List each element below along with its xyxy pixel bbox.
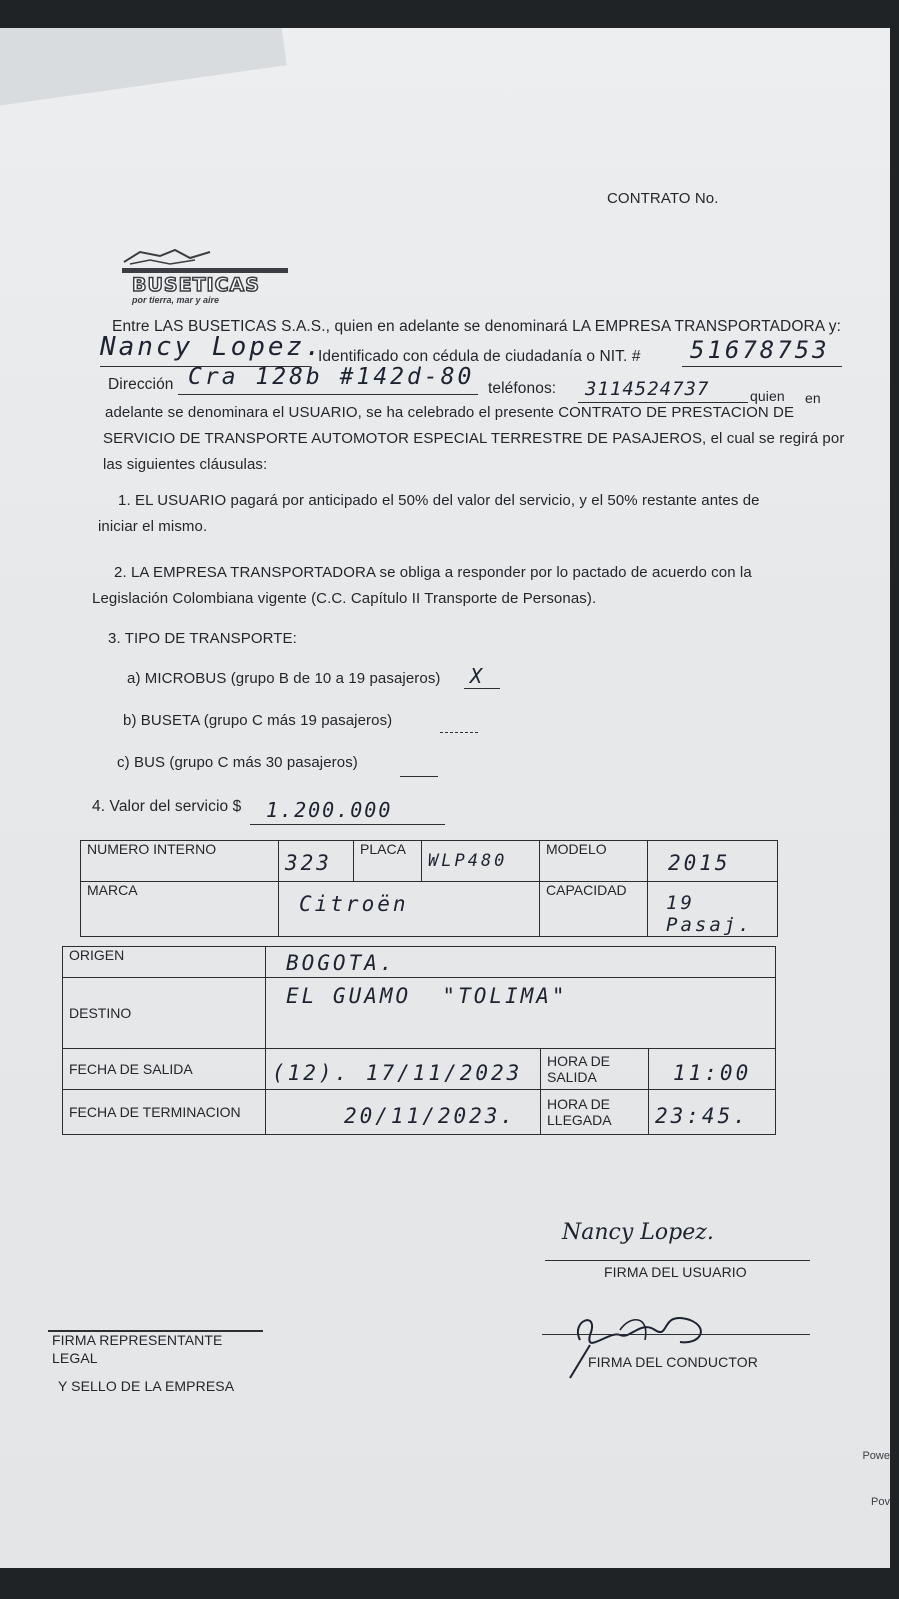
contract-paper bbox=[0, 28, 890, 1568]
buseta-line bbox=[440, 732, 478, 733]
origen-label: ORIGEN bbox=[63, 947, 266, 978]
address-line bbox=[178, 394, 478, 395]
quien-text: quien bbox=[750, 388, 785, 404]
hora-llegada-label: HORA DE LLEGADA bbox=[541, 1090, 649, 1135]
fecha-salida-label: FECHA DE SALIDA bbox=[63, 1049, 266, 1090]
driver-signature-line bbox=[542, 1334, 810, 1335]
service-value-line bbox=[250, 824, 445, 825]
representative-label-1: FIRMA REPRESENTANTE bbox=[52, 1332, 223, 1348]
option-bus: c) BUS (grupo C más 30 pasajeros) bbox=[117, 754, 358, 771]
address-label: Dirección bbox=[108, 376, 174, 393]
intro-line-6: las siguientes cláusulas: bbox=[103, 456, 268, 473]
clause-2-line-1: 2. LA EMPRESA TRANSPORTADORA se obliga a responder por lo pactado de acuerdo con la bbox=[114, 564, 752, 581]
clause-3-heading: 3. TIPO DE TRANSPORTE: bbox=[108, 630, 297, 647]
microbus-line bbox=[464, 688, 500, 689]
clause-1-line-1: 1. EL USUARIO pagará por anticipado el 50% del valor del servicio, y el 50% restante antes de bbox=[118, 492, 760, 509]
numero-interno-value: 323 bbox=[279, 841, 354, 882]
contract-number-label: CONTRATO No. bbox=[607, 190, 719, 207]
id-number-line bbox=[682, 366, 842, 367]
buseticas-logo bbox=[120, 246, 290, 306]
phones-label: teléfonos: bbox=[488, 380, 557, 397]
user-signature-label: FIRMA DEL USUARIO bbox=[604, 1264, 747, 1280]
en-text: en bbox=[805, 390, 821, 406]
destino-value: EL GUAMO "TOLIMA" bbox=[266, 978, 776, 1049]
representative-label-2: LEGAL bbox=[52, 1350, 98, 1366]
id-number-handwritten: 51678753 bbox=[690, 336, 830, 364]
intro-line-5: SERVICIO DE TRANSPORTE AUTOMOTOR ESPECIAL TERRESTRE DE PASAJEROS, el cual se regirá por bbox=[103, 430, 845, 447]
phone-line bbox=[578, 402, 748, 403]
trip-table bbox=[62, 946, 776, 1135]
placa-label: PLACA bbox=[354, 841, 422, 882]
marca-label: MARCA bbox=[81, 882, 279, 937]
driver-signature-label: FIRMA DEL CONDUCTOR bbox=[588, 1354, 758, 1370]
bus-line bbox=[400, 776, 438, 777]
hora-salida-value: 11:00 bbox=[649, 1049, 776, 1090]
clause-2-line-2: Legislación Colombiana vigente (C.C. Capítulo II Transporte de Personas). bbox=[92, 590, 597, 607]
clause-1-line-2: iniciar el mismo. bbox=[98, 518, 208, 535]
option-microbus: a) MICROBUS (grupo B de 10 a 19 pasajeros) bbox=[127, 670, 441, 687]
origen-value: BOGOTA. bbox=[266, 947, 776, 978]
option-buseta: b) BUSETA (grupo C más 19 pasajeros) bbox=[123, 712, 393, 729]
fecha-salida-value: (12). 17/11/2023 bbox=[266, 1049, 541, 1090]
vehicle-table bbox=[80, 840, 778, 937]
id-text: Identificado con cédula de ciudadanía o NIT. # bbox=[318, 348, 641, 365]
destino-label: DESTINO bbox=[63, 978, 266, 1049]
capacidad-label: CAPACIDAD bbox=[540, 882, 648, 937]
representative-label-3: Y SELLO DE LA EMPRESA bbox=[58, 1378, 235, 1394]
numero-interno-label: NUMERO INTERNO bbox=[81, 841, 279, 882]
fecha-terminacion-label: FECHA DE TERMINACION bbox=[63, 1090, 266, 1135]
edge-text-1: Powe bbox=[862, 1450, 890, 1462]
hora-salida-label: HORA DE SALIDA bbox=[541, 1049, 649, 1090]
fecha-terminacion-value: 20/11/2023. bbox=[266, 1090, 541, 1135]
user-signature-line bbox=[545, 1260, 810, 1261]
logo-wordmark: BUSETICAS bbox=[132, 274, 260, 296]
intro-line-4: adelante se denominara el USUARIO, se ha celebrado el presente CONTRATO DE PRESTACION DE bbox=[105, 404, 795, 421]
logo-tagline: por tierra, mar y aire bbox=[132, 295, 220, 305]
intro-line-1: Entre LAS BUSETICAS S.A.S., quien en adelante se denominará LA EMPRESA TRANSPORTADORA y: bbox=[112, 318, 842, 335]
hora-llegada-value: 23:45. bbox=[649, 1090, 776, 1135]
service-value-label: 4. Valor del servicio $ bbox=[92, 798, 242, 815]
edge-text-2: Pov bbox=[871, 1496, 890, 1508]
modelo-value: 2015 bbox=[648, 841, 778, 882]
placa-value: WLP480 bbox=[422, 841, 540, 882]
address-handwritten: Cra 128b #142d-80 bbox=[188, 364, 475, 390]
service-value-handwritten: 1.200.000 bbox=[266, 798, 393, 822]
marca-value: Citroën bbox=[279, 882, 540, 937]
bus-silhouette-icon bbox=[120, 246, 220, 268]
user-signature: Nancy Lopez. bbox=[562, 1220, 714, 1245]
phone-handwritten: 3114524737 bbox=[585, 378, 710, 400]
microbus-mark: X bbox=[470, 664, 486, 688]
logo-bar bbox=[122, 268, 288, 273]
client-name-handwritten: Nancy Lopez. bbox=[100, 332, 324, 362]
modelo-label: MODELO bbox=[540, 841, 648, 882]
capacidad-value: 19 Pasaj. bbox=[648, 882, 778, 937]
